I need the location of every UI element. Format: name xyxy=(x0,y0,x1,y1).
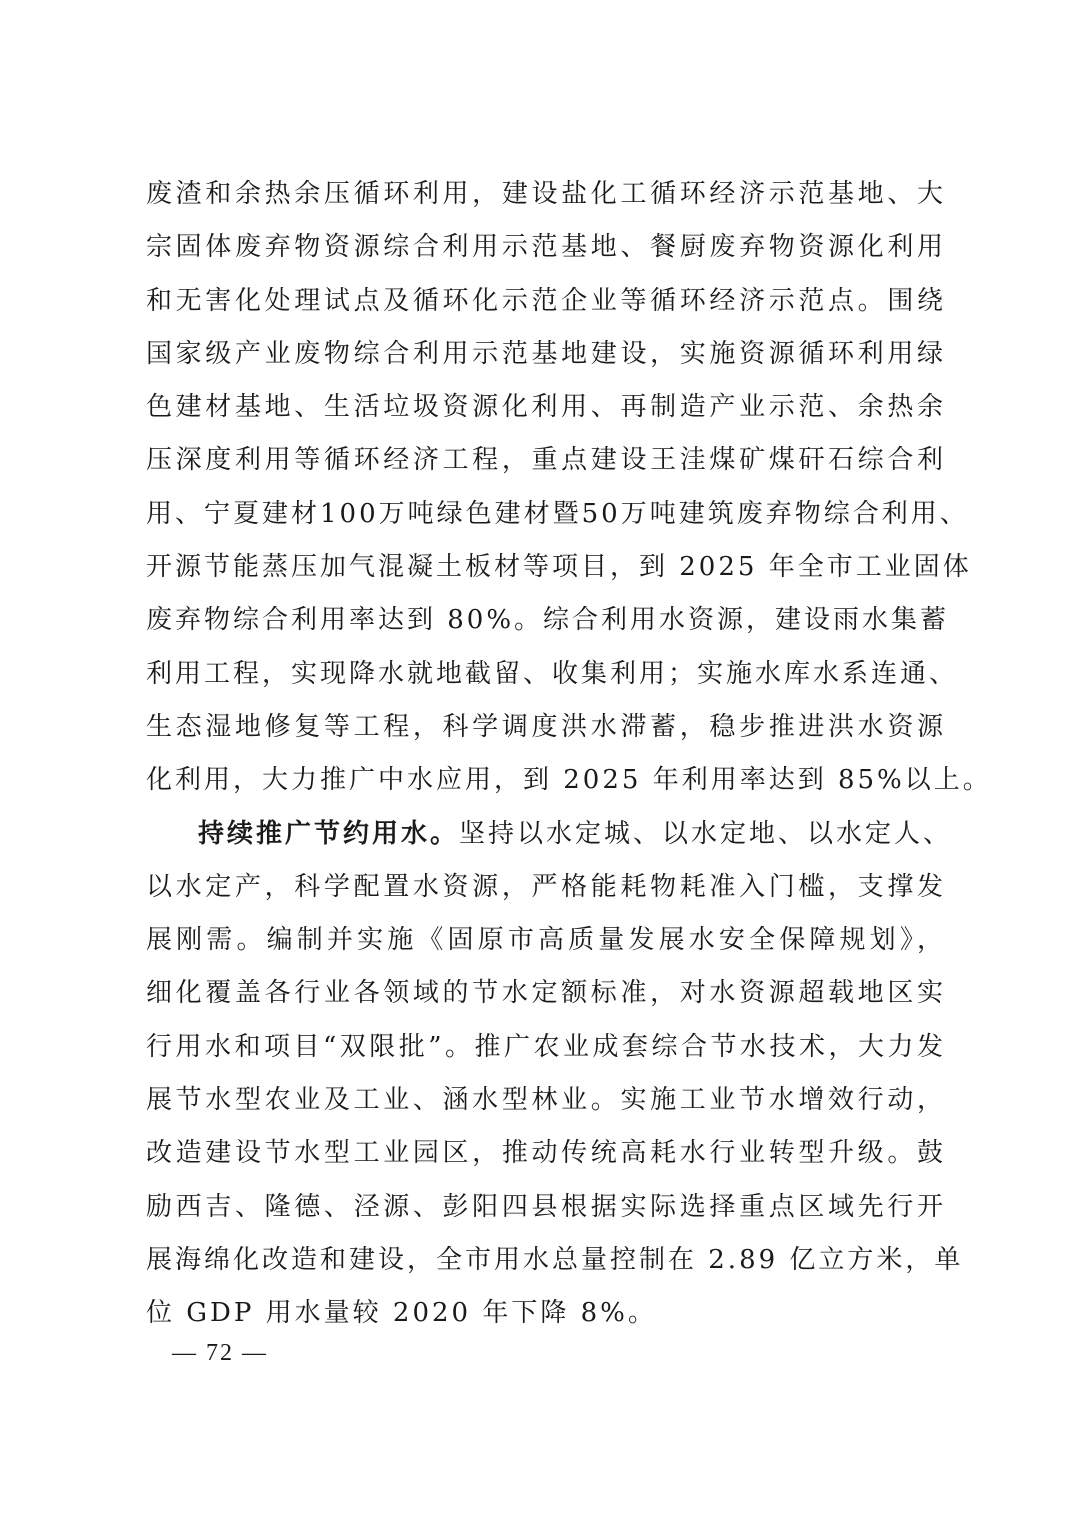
text-line: 展节水型农业及工业、涵水型林业。实施工业节水增效行动， xyxy=(146,1085,946,1116)
paragraph-circular-economy xyxy=(146,168,992,808)
paragraph-water-saving xyxy=(146,808,964,1341)
text-line: 开源节能蒸压加气混凝土板材等项目，到 2025 年全市工业固体 xyxy=(146,552,972,583)
text-line: 以水定产，科学配置水资源，严格能耗物耗准入门槛，支撑发 xyxy=(146,871,946,902)
text-line: 位 GDP 用水量较 2020 年下降 8%。 xyxy=(146,1298,657,1329)
text-line xyxy=(146,808,953,861)
text-line: 压深度利用等循环经济工程，重点建设王洼煤矿煤矸石综合利 xyxy=(146,445,946,476)
text-line: 用、宁夏建材100万吨绿色建材暨50万吨建筑废弃物综合利用、 xyxy=(146,498,969,529)
text-run: 坚持以水定城、以水定地、以水定人、 xyxy=(459,818,953,849)
text-line: 化利用，大力推广中水应用，到 2025 年利用率达到 85%以上。 xyxy=(146,765,992,796)
text-line: 励西吉、隆德、泾源、彭阳四县根据实际选择重点区域先行开 xyxy=(146,1191,946,1222)
text-line: 展刚需。编制并实施《固原市高质量发展水安全保障规划》， xyxy=(146,925,946,956)
page-number: — 72 — xyxy=(172,1340,268,1366)
text-line: 行用水和项目“双限批”。推广农业成套综合节水技术，大力发 xyxy=(146,1031,946,1062)
text-line: 废渣和余热余压循环利用，建设盐化工循环经济示范基地、大 xyxy=(146,179,946,209)
text-line: 改造建设节水型工业园区，推动传统高耗水行业转型升级。鼓 xyxy=(146,1138,946,1169)
text-line: 细化覆盖各行业各领域的节水定额标准，对水资源超载地区实 xyxy=(146,978,946,1009)
text-line: 色建材基地、生活垃圾资源化利用、再制造产业示范、余热余 xyxy=(146,392,946,423)
text-line: 生态湿地修复等工程，科学调度洪水滞蓄，稳步推进洪水资源 xyxy=(146,711,946,742)
text-line: 废弃物综合利用率达到 80%。综合利用水资源，建设雨水集蓄 xyxy=(146,605,950,636)
paragraph-heading: 持续推广节约用水。 xyxy=(198,818,460,849)
text-line: 利用工程，实现降水就地截留、收集利用；实施水库水系连通、 xyxy=(146,658,959,689)
text-line: 宗固体废弃物资源综合利用示范基地、餐厨废弃物资源化利用 xyxy=(146,232,946,263)
text-line: 国家级产业废物综合利用示范基地建设，实施资源循环利用绿 xyxy=(146,338,946,369)
body-text xyxy=(146,168,992,1341)
text-line: 展海绵化改造和建设，全市用水总量控制在 2.89 亿立方米，单 xyxy=(146,1244,964,1275)
text-line: 和无害化处理试点及循环化示范企业等循环经济示范点。围绕 xyxy=(146,285,946,316)
